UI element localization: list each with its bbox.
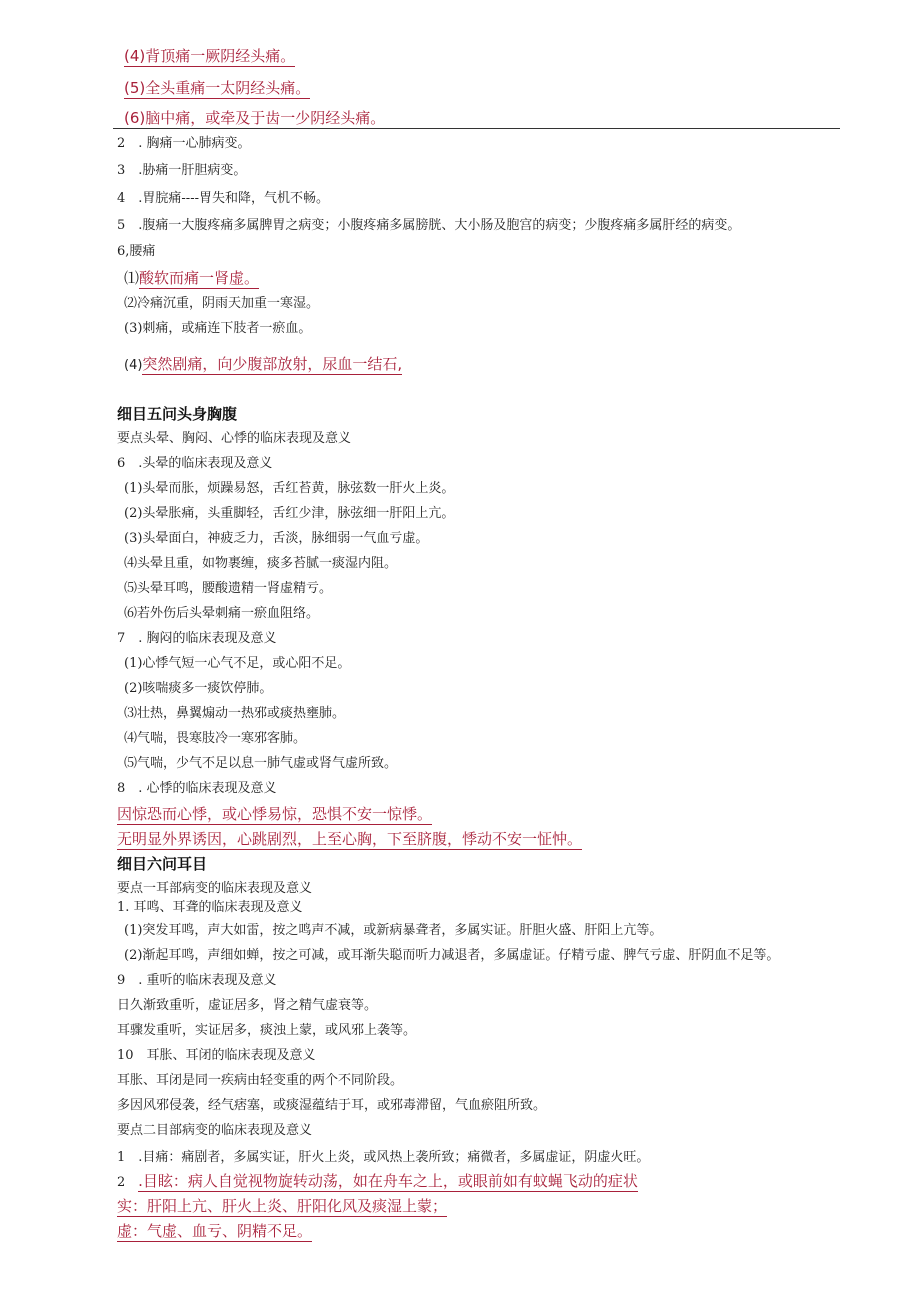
section6-point2: 要点二目部病变的临床表现及意义	[117, 1123, 313, 1138]
palpitation-title: 8 . 心悸的临床表现及意义	[117, 781, 277, 796]
waist-item-3: (3)刺痛，或痛连下肢者一瘀血。	[124, 321, 312, 336]
tinnitus-item-1: (1)突发耳鸣，声大如雷，按之鸣声不减，或新病暴聋者，多属实证。肝胆火盛、肝阳上亢等。	[124, 923, 663, 938]
tinnitus-title: 1. 耳鸣、耳聋的临床表现及意义	[117, 900, 303, 915]
ear-item-1: 耳胀、耳闭是同一疾病由轻变重的两个不同阶段。	[117, 1073, 404, 1088]
hearing-title: 9 . 重听的临床表现及意义	[117, 973, 277, 988]
ear-item-2: 多因风邪侵袭，经气痞塞，或痰湿蕴结于耳，或邪毒滞留，气血瘀阻所致。	[117, 1098, 547, 1113]
dizzy-item-6: ⑹若外伤后头晕刺痛一瘀血阻络。	[124, 606, 320, 621]
dizzy-item-5: ⑸头晕耳鸣，腰酸遗精一肾虚精亏。	[124, 581, 333, 596]
dizzy-item-1: (1)头晕而胀，烦躁易怒，舌红苔黄，脉弦数一肝火上炎。	[124, 481, 455, 496]
section6-point1: 要点一耳部病变的临床表现及意义	[117, 881, 313, 896]
chest-item-1: (1)心悸气短一心气不足，或心阳不足。	[124, 656, 351, 671]
hearing-item-1: 日久渐致重听，虚证居多，肾之精气虚衰等。	[117, 998, 378, 1013]
eye-pain-line: 1 .目痛：痛剧者，多属实证，肝火上炎，或风热上袭所致；痛微者，多属虚证，阴虚火旺。	[117, 1150, 650, 1165]
dizzy-item-4: ⑷头晕且重，如物裹缠，痰多苔腻一痰湿内阻。	[124, 556, 398, 571]
palpitation-item-2: 无明显外界诱因，心跳剧烈，上至心胸，下至脐腹，悸动不安一怔忡。	[117, 830, 583, 848]
section6-title: 细目六问耳目	[117, 855, 208, 873]
headache-item-5: (5)全头重痛一太阴经头痛。	[124, 79, 311, 97]
stomach-pain-line: 4 .胃脘痛----胃失和降，气机不畅。	[117, 191, 329, 206]
hypochondrium-pain-line: 3 .胁痛一肝胆病变。	[117, 163, 247, 178]
chest-title: 7 . 胸闷的临床表现及意义	[117, 631, 277, 646]
waist-item-2: ⑵冷痛沉重，阴雨天加重一寒湿。	[124, 296, 320, 311]
waist-item-1: ⑴酸软而痛一肾虚。	[124, 269, 260, 287]
waist-item-4: (4)突然剧痛，向少腹部放射，尿血一结石,	[124, 355, 403, 373]
ear-title: 10 耳胀、耳闭的临床表现及意义	[117, 1048, 316, 1063]
dizzy-title: 6 .头晕的临床表现及意义	[117, 456, 273, 471]
hearing-item-2: 耳骤发重听，实证居多，痰浊上蒙，或风邪上袭等。	[117, 1023, 417, 1038]
palpitation-item-1: 因惊恐而心悸，或心悸易惊，恐惧不安一惊悸。	[117, 805, 433, 823]
chest-item-5: ⑸气喘，少气不足以息一肺气虚或肾气虚所致。	[124, 756, 398, 771]
eye-excess-line: 实：肝阳上亢、肝火上炎、肝阳化风及痰湿上蒙；	[117, 1197, 448, 1215]
headache-item-6: (6)脑中痛，或牵及于齿一少阴经头痛。	[124, 109, 386, 127]
chest-item-4: ⑷气喘，畏寒肢冷一寒邪客肺。	[124, 731, 307, 746]
eye-deficiency-line: 虚：气虚、血亏、阴精不足。	[117, 1222, 313, 1240]
headache-item-4: (4)背顶痛一厥阴经头痛。	[124, 47, 296, 65]
chest-pain-line: 2 . 胸痛一心肺病变。	[117, 136, 251, 151]
abdomen-pain-line: 5 .腹痛一大腹疼痛多属脾胃之病变；小腹疼痛多属膀胱、大小肠及胞宫的病变；少腹疼痛多属肝经的病变。	[117, 218, 741, 233]
divider	[113, 128, 840, 129]
dizzy-item-3: (3)头晕面白，神疲乏力，舌淡，脉细弱一气血亏虚。	[124, 531, 429, 546]
section5-title: 细目五问头身胸腹	[117, 405, 238, 423]
chest-item-2: (2)咳喘痰多一痰饮停肺。	[124, 681, 273, 696]
dizzy-item-2: (2)头晕胀痛，头重脚轻，舌红少津，脉弦细一肝阳上亢。	[124, 506, 455, 521]
section5-point: 要点头晕、胸闷、心悸的临床表现及意义	[117, 431, 352, 446]
tinnitus-item-2: (2)渐起耳鸣，声细如蝉，按之可减，或耳渐失聪而听力减退者，多属虚证。仔精亏虚、脾气亏虚、肝阴血不足等。	[124, 948, 780, 963]
waist-pain-title: 6,腰痛	[117, 244, 156, 259]
eye-vertigo-line: 2 .目眩：病人自觉视物旋转动荡，如在舟车之上，或眼前如有蚊蝇飞动的症状	[117, 1172, 638, 1190]
chest-item-3: ⑶壮热，鼻翼煽动一热邪或痰热壅肺。	[124, 706, 346, 721]
